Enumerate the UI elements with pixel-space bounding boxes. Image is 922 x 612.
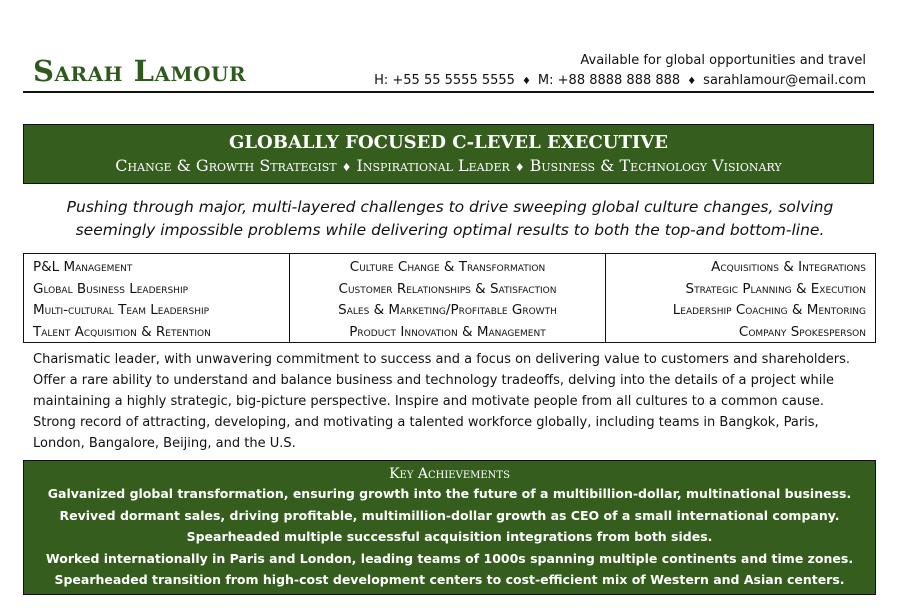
skill-item: Customer Relationships & Satisfaction (338, 280, 557, 297)
role-item: Change & Growth Strategist (115, 156, 337, 175)
skills-column-1 (33, 254, 298, 342)
summary-paragraph: Charismatic leader, with unwavering commitment to success and a focus on delivering value to customers and shareholders. Offer a rare ability to understand and balance business and technology tradeoffs, delving into the details of a project while maintaining a highly strategic, big-picture perspective. Inspire and motivate people from all cultures to a common cause. Strong record of attracting, developing, and motivating a talented workforce globally, including teams in Bangkok, Paris, London, Bangalore, Beijing, and the U.S. (33, 352, 851, 451)
role-item: Business & Technology Visionary (529, 156, 782, 175)
tagline: Pushing through major, multi-layered challenges to drive sweeping global culture changes, solving seemingly impossible problems while delivering optimal results to both the top-and bottom-line. (66, 198, 834, 239)
skill-item: Strategic Planning & Execution (685, 280, 866, 297)
skill-item: Multi-cultural Team Leadership (33, 302, 210, 318)
skill-item: Company Spokesperson (738, 323, 866, 340)
achievement-item: Worked internationally in Paris and London, leading teams of 1000s spanning multiple continents and time zones. (45, 550, 854, 566)
skills-column-2 (289, 254, 606, 342)
skill-item: Sales & Marketing/Profitable Growth (338, 302, 557, 318)
contact-line (374, 71, 866, 92)
headline-title: GLOBALLY FOCUSED C-LEVEL EXECUTIVE (229, 132, 668, 153)
home-phone: H: +55 55 5555 5555 (374, 73, 515, 88)
skill-item: P&L Management (33, 259, 133, 275)
separator-diamond: ♦ (687, 76, 697, 87)
mobile-phone: M: +88 8888 888 888 (537, 73, 681, 88)
contact-block (374, 51, 866, 92)
header-divider (23, 91, 874, 93)
achievements-title: Key Achievements (389, 466, 510, 482)
skill-item: Global Business Leadership (33, 280, 189, 297)
skills-column-3 (606, 254, 866, 342)
achievement-item: Spearheaded multiple successful acquisition integrations from both sides. (186, 529, 713, 544)
headline-roles (24, 156, 873, 175)
separator-diamond: ♦ (514, 161, 525, 174)
achievement-item: Galvanized global transformation, ensuring growth into the future of a multibillion-dollar, multinational business. (47, 486, 852, 501)
role-item: Inspirational Leader (356, 156, 510, 175)
skills-table (23, 253, 876, 343)
achievements-box (23, 460, 876, 595)
availability-text: Available for global opportunities and travel (580, 53, 866, 68)
skill-item: Acquisitions & Integrations (711, 259, 866, 275)
separator-diamond: ♦ (521, 76, 531, 87)
separator-diamond: ♦ (341, 161, 352, 174)
skill-item: Product Innovation & Management (349, 323, 546, 340)
skill-item: Culture Change & Transformation (349, 259, 546, 275)
achievement-item: Revived dormant sales, driving profitable, multimillion-dollar growth as CEO of a small international company. (59, 507, 840, 523)
achievement-item: Spearheaded transition from high-cost development centers to cost-efficient mix of Western and Asian centers. (54, 572, 845, 587)
headline-banner (23, 124, 874, 184)
skill-item: Leadership Coaching & Mentoring (672, 302, 866, 318)
skill-item: Talent Acquisition & Retention (33, 323, 211, 340)
candidate-name: Sarah Lamour (33, 54, 247, 88)
email-link[interactable]: sarahlamour@email.com (703, 73, 866, 88)
